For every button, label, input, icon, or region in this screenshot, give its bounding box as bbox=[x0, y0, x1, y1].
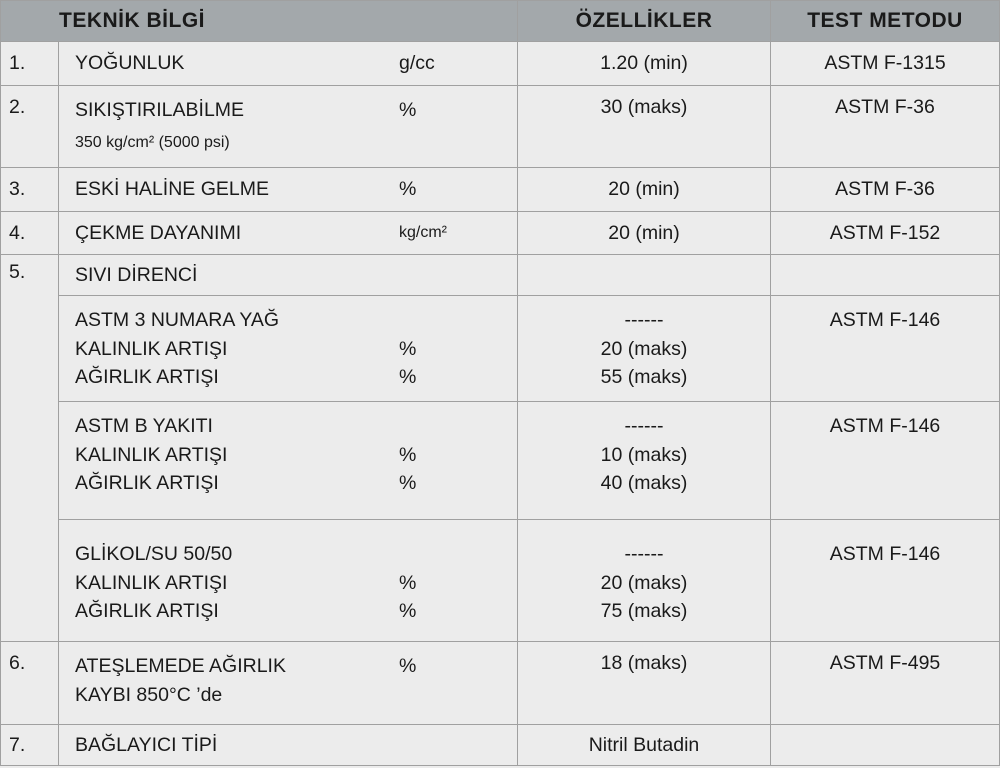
label: ESKİ HALİNE GELME bbox=[75, 178, 269, 201]
table-row bbox=[1, 168, 1000, 212]
label-cell bbox=[59, 725, 518, 766]
label: AĞIRLIK ARTIŞI bbox=[75, 600, 219, 622]
property-value: 20 (maks) bbox=[600, 571, 688, 594]
label: SIVI DİRENCİ bbox=[75, 263, 198, 286]
label: BAĞLAYICI TİPİ bbox=[75, 733, 218, 756]
row-number: 2. bbox=[1, 86, 59, 168]
property-value: 20 (min) bbox=[518, 168, 771, 212]
label-cell bbox=[59, 212, 518, 255]
table-row bbox=[1, 42, 1000, 86]
table-row bbox=[1, 725, 1000, 766]
property-value: 20 (maks) bbox=[600, 337, 688, 360]
row-number: 6. bbox=[1, 642, 59, 725]
table-row bbox=[1, 86, 1000, 168]
label-cell bbox=[59, 520, 518, 642]
table-row bbox=[1, 642, 1000, 725]
test-method: ASTM F-146 bbox=[829, 415, 941, 437]
sub-label: 350 kg/cm² (5000 psi) bbox=[75, 133, 230, 151]
row-number: 7. bbox=[1, 725, 59, 766]
fluid-row bbox=[1, 520, 1000, 642]
unit: % bbox=[399, 472, 417, 494]
label-cell bbox=[59, 402, 518, 520]
unit: % bbox=[399, 600, 417, 622]
unit: % bbox=[399, 337, 417, 360]
row-number: 1. bbox=[1, 42, 59, 86]
unit: % bbox=[399, 443, 417, 466]
property-value: 18 (maks) bbox=[518, 642, 771, 725]
fluid-row bbox=[1, 296, 1000, 402]
label: ÇEKME DAYANIMI bbox=[75, 221, 242, 244]
property-value: ------ bbox=[624, 309, 664, 331]
empty-cell bbox=[518, 255, 771, 296]
unit: % bbox=[399, 178, 417, 200]
fluid-name: ASTM 3 NUMARA YAĞ bbox=[75, 309, 280, 331]
header-row bbox=[1, 1, 1000, 42]
row-number: 5. bbox=[1, 255, 59, 642]
label: ATEŞLEMEDE AĞIRLIK bbox=[75, 655, 286, 677]
label-cell bbox=[59, 86, 518, 168]
fluid-row bbox=[1, 402, 1000, 520]
property-value: 30 (maks) bbox=[518, 86, 771, 168]
test-method: ASTM F-36 bbox=[771, 168, 1000, 212]
test-method: ASTM F-146 bbox=[829, 309, 941, 331]
unit: % bbox=[399, 366, 417, 388]
unit: % bbox=[399, 571, 417, 594]
label: KALINLIK ARTIŞI bbox=[75, 571, 228, 594]
fluid-name: ASTM B YAKITI bbox=[75, 415, 213, 437]
property-value: 55 (maks) bbox=[600, 366, 688, 388]
header-technical-info: TEKNİK BİLGİ bbox=[1, 1, 518, 42]
label-cell bbox=[59, 296, 518, 402]
unit: % bbox=[399, 99, 417, 121]
property-value: 20 (min) bbox=[518, 212, 771, 255]
header-test-method: TEST METODU bbox=[771, 1, 1000, 42]
unit: kg/cm² bbox=[399, 224, 447, 241]
unit: % bbox=[399, 655, 417, 677]
label-cell bbox=[59, 255, 518, 296]
property-value: Nitril Butadin bbox=[518, 725, 771, 766]
label: AĞIRLIK ARTIŞI bbox=[75, 472, 219, 494]
property-value: 10 (maks) bbox=[600, 443, 688, 466]
unit: g/cc bbox=[399, 52, 435, 74]
label-cell bbox=[59, 42, 518, 86]
property-value: 75 (maks) bbox=[600, 600, 688, 622]
empty-cell bbox=[771, 725, 1000, 766]
label: AĞIRLIK ARTIŞI bbox=[75, 366, 219, 388]
label: SIKIŞTIRILABİLME bbox=[75, 99, 245, 121]
label-cell bbox=[59, 642, 518, 725]
property-value: 1.20 (min) bbox=[518, 42, 771, 86]
label: YOĞUNLUK bbox=[75, 52, 185, 75]
row-number: 3. bbox=[1, 168, 59, 212]
label-cell bbox=[59, 168, 518, 212]
label: KALINLIK ARTIŞI bbox=[75, 443, 228, 466]
fluid-name: GLİKOL/SU 50/50 bbox=[75, 543, 233, 565]
header-properties: ÖZELLİKLER bbox=[518, 1, 771, 42]
empty-cell bbox=[771, 255, 1000, 296]
table-row bbox=[1, 255, 1000, 296]
test-method: ASTM F-1315 bbox=[771, 42, 1000, 86]
label: KALINLIK ARTIŞI bbox=[75, 337, 228, 360]
property-value: 40 (maks) bbox=[600, 472, 688, 494]
row-number: 4. bbox=[1, 212, 59, 255]
test-method: ASTM F-146 bbox=[829, 543, 941, 565]
label: KAYBI 850°C ’de bbox=[75, 683, 223, 706]
test-method: ASTM F-152 bbox=[771, 212, 1000, 255]
test-method: ASTM F-36 bbox=[771, 86, 1000, 168]
test-method: ASTM F-495 bbox=[771, 642, 1000, 725]
property-value: ------ bbox=[624, 543, 664, 565]
table-row bbox=[1, 212, 1000, 255]
property-value: ------ bbox=[624, 415, 664, 437]
